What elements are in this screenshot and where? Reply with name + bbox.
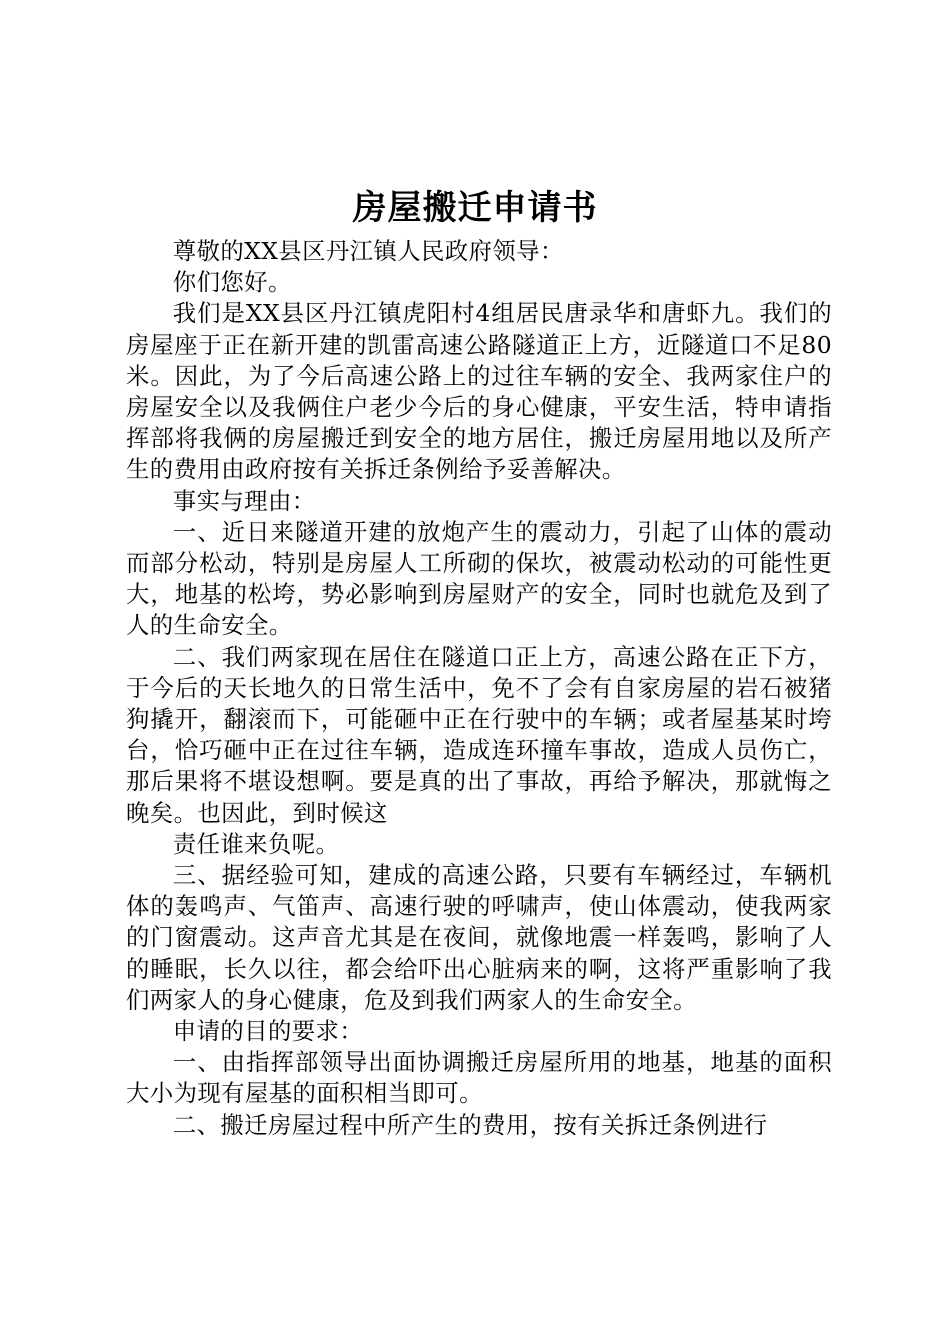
- section-heading-facts: 事实与理由：: [172, 486, 316, 515]
- section-heading-requests: 申请的目的要求：: [172, 1017, 364, 1046]
- paragraph-request-2: 二、搬迁房屋过程中所产生的费用，按有关拆迁条例进行: [172, 1110, 768, 1139]
- greeting: 你们您好。: [172, 268, 292, 297]
- paragraph-intro: 我们是XX县区丹江镇虎阳村4组居民唐录华和唐虾九。我们的房屋座于正在新开建的凯雷高速公路隧道正上方，近隧道口不足80米。因此，为了今后高速公路上的过往车辆的安全、我两家住户的房屋安全以及我俩住户老少今后的身心健康，平安生活，特申请指挥部将我俩的房屋搬迁到安全的地方居住，搬迁房屋用地以及所产生的费用由政府按有关拆迁条例给予妥善解决。: [126, 299, 832, 484]
- document-title: 房屋搬迁申请书: [352, 188, 598, 228]
- paragraph-request-1: 一、由指挥部领导出面协调搬迁房屋所用的地基，地基的面积大小为现有屋基的面积相当即可。: [126, 1048, 832, 1108]
- paragraph-reason-1: 一、近日来隧道开建的放炮产生的震动力，引起了山体的震动而部分松动，特别是房屋人工所砌的保坎，被震动松动的可能性更大，地基的松垮，势必影响到房屋财产的安全，同时也就危及到了人的生命安全。: [126, 517, 832, 640]
- paragraph-reason-2-continued: 责任谁来负呢。: [172, 829, 340, 858]
- document-body: [126, 236, 832, 1141]
- paragraph-reason-3: 三、据经验可知，建成的高速公路，只要有车辆经过，车辆机体的轰鸣声、气笛声、高速行驶的呼啸声，使山体震动，使我两家的门窗震动。这声音尤其是在夜间，就像地震一样轰鸣，影响了人的睡眠，长久以往，都会给吓出心脏病来的啊，这将严重影响了我们两家人的身心健康，危及到我们两家人的生命安全。: [126, 861, 832, 1014]
- salutation: 尊敬的XX县区丹江镇人民政府领导：: [172, 237, 564, 265]
- paragraph-reason-2: 二、我们两家现在居住在隧道口正上方，高速公路在正下方，于今后的天长地久的日常生活中，免不了会有自家房屋的岩石被猪狗撬开，翻滚而下，可能砸中正在行驶中的车辆；或者屋基某时垮台，恰巧砸中正在过往车辆，造成连环撞车事故，造成人员伤亡，那后果将不堪设想啊。要是真的出了事故，再给予解决，那就悔之晚矣。也因此，到时候这: [126, 642, 832, 827]
